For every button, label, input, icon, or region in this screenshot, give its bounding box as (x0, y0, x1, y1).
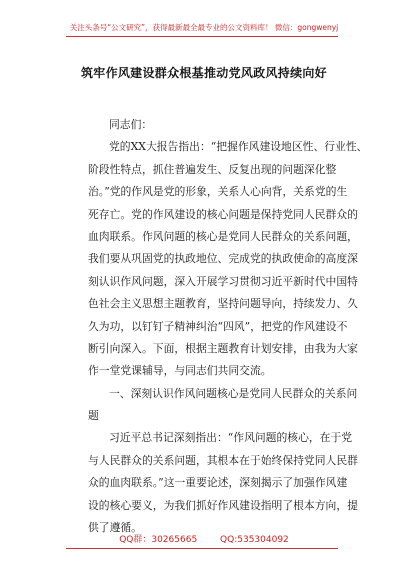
footer-contact-text: QQ群：30265665 QQ:535304092 (119, 535, 289, 545)
body-line: 血肉联系。作风问题的核心是党同人民群众的关系问题， (88, 229, 358, 243)
footer-divider (66, 548, 338, 549)
header-promo-text: 关注头条号“公文研究”，获得最新最全最专业的公文资料库！ 微信：gongwenyj (69, 23, 339, 32)
body-line: 供了遵循。 (88, 521, 142, 535)
header-divider (66, 36, 338, 37)
body-line: 死存亡。党的作风建设的核心问题是保持党同人民群众的 (88, 207, 358, 221)
body-line: 刻认识作风问题，深入开展学习贯彻习近平新时代中国特 (88, 274, 358, 288)
body-line: 断引向深入。下面，根据主题教育计划安排，由我为大家 (88, 341, 358, 355)
body-line: 久为功，以钉钉子精神纠治“四风”，把党的作风建设不 (88, 319, 348, 333)
body-line: 习近平总书记深刻指出：“作风问题的核心，在于党 (109, 431, 353, 445)
body-line: 党的XX大报告指出：“把握作风建设地区性、行业性、 (109, 140, 368, 154)
body-line: 与人民群众的关系问题，其根本在于始终保持党同人民群 (88, 453, 358, 467)
body-line: 阶段性特点，抓住普遍发生、反复出现的问题深化整 (88, 162, 337, 176)
body-line: 作一堂党课辅导，与同志们共同交流。 (88, 364, 272, 378)
document-body (88, 114, 368, 539)
body-line: 色社会主义思想主题教育，坚持问题导向，持续发力、久 (88, 297, 358, 311)
body-line: 治。”党的作风是党的形象，关系人心向背，关系党的生 (88, 185, 348, 199)
section-heading-line: 题 (88, 409, 99, 423)
document-title: 筑牢作风建设群众根基推动党风政风持续向好 (80, 66, 327, 80)
body-line: 我们要从巩固党的执政地位、完成党的执政使命的高度深 (88, 252, 358, 266)
body-line: 众的血肉联系。”这一重要论述，深刻揭示了加强作风建 (88, 476, 348, 490)
body-line: 设的核心要义，为我们抓好作风建设指明了根本方向，提 (88, 498, 358, 512)
section-heading-line: 一、深刻认识作风问题核心是党同人民群众的关系问 (109, 386, 358, 400)
body-line: 同志们： (109, 118, 153, 131)
